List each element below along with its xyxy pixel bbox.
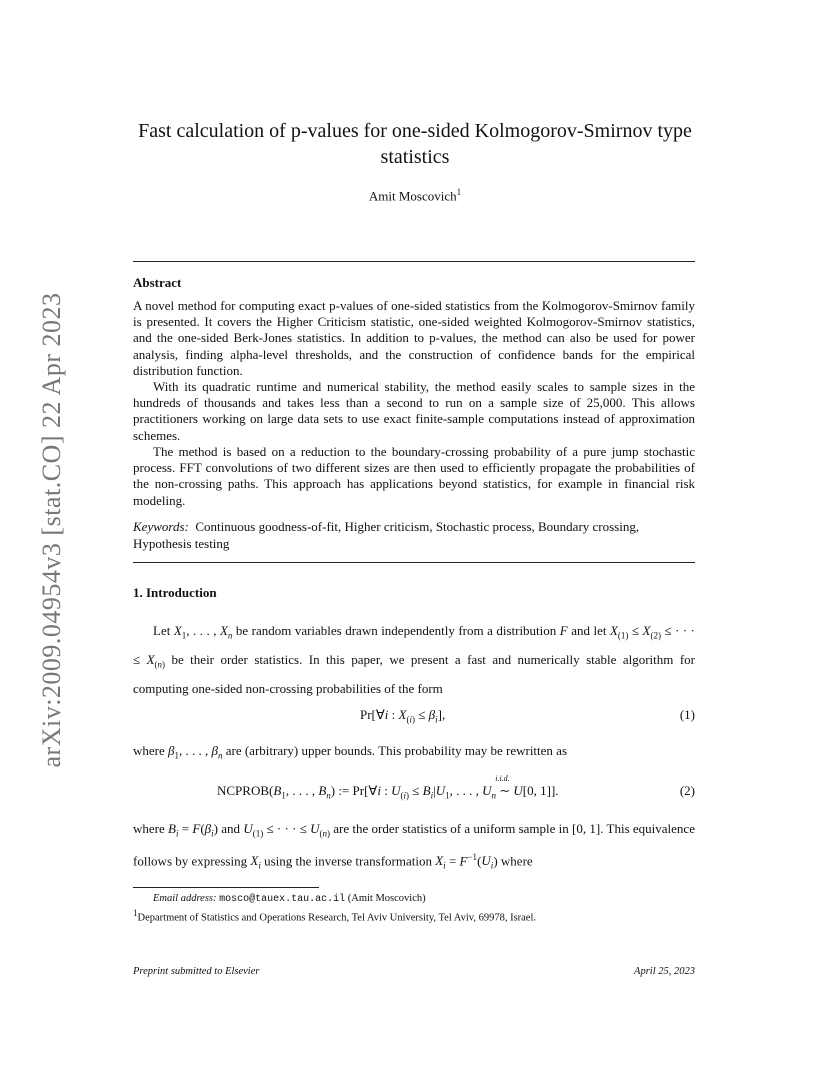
author-name: Amit Moscovich [368, 188, 457, 204]
abstract-heading: Abstract [133, 275, 182, 290]
keywords-text: Continuous goodness-of-fit, Higher criticism, Stochastic process, Boundary crossing, Hypothesis testing [133, 519, 640, 551]
affiliation-text: Department of Statistics and Operations Research, Tel Aviv University, Tel Aviv, 69978, Israel. [137, 912, 537, 924]
abstract-paragraph-1: A novel method for computing exact p-values of one-sided statistics from the Kolmogorov-Smirnov family is presented. It covers the Higher Criticism statistic, one-sided weighted Kolmogorov-Smirnov statistics, and the one-sided Berk-Jones statistics. In addition to p-values, the method can also be used for power analysis, finding alpha-level thresholds, and the construction of confidence bands for the empirical distribution function. [133, 298, 695, 378]
section-heading-introduction: 1. Introduction [133, 585, 217, 600]
intro-paragraph-2: where $\beta_1$, . . . , $\beta_n$ are (arbitrary) upper bounds. This probability may be rewritten as [133, 743, 567, 761]
equation-2-number: (2) [679, 783, 695, 798]
email-link[interactable]: mosco@tauex.tau.ac.il [219, 894, 346, 905]
intro-paragraph-3: where $B_i = F(\beta_i)$ and $U_{(1)}$ ≤ · · · ≤ $U_{(n)}$ are the order statistics of a uniform sample in [0, 1]. This equivalence follows by expressing $X_i$ using the inverse transformation $X_i = F^{-1}(U_i)$ where [133, 821, 695, 872]
footer-date: April 25, 2023 [634, 966, 695, 977]
footnote-affiliation [133, 906, 695, 926]
abstract-paragraph-3: The method is based on a reduction to the boundary-crossing probability of a pure jump stochastic process. FFT convolutions of two different sizes are then used to efficiently propagate the probabilities of the non-crossing paths. This approach has applications beyond statistics, for example in financial risk modeling. [133, 444, 695, 508]
abstract-bottom-rule [133, 562, 695, 563]
keywords-label: Keywords: [133, 519, 189, 534]
title-line-2: statistics [380, 146, 450, 168]
paper-title [120, 118, 710, 170]
footer-preprint-note: Preprint submitted to Elsevier [133, 966, 260, 977]
footnote-rule [133, 887, 319, 888]
intro-paragraph-1: Let $X_1$, . . . , $X_n$ be random variables drawn independently from a distribution F and let $X_{(1)} \le X_{(2)}$ ≤ · · · ≤ $X_{(n)}$ be their order statistics. In this paper, we present a fast and numerically stable algorithm for computing one-sided non-crossing probabilities of the form [133, 623, 696, 697]
abstract-top-rule [133, 261, 695, 262]
abstract-paragraph-2: With its quadratic runtime and numerical stability, the method easily scales to sample sizes in the hundreds of thousands and takes less than a second to run on a sample size of 25,000. This allows practitioners working on large data sets to use exact finite-sample computations instead of approximation schemes. [133, 379, 695, 443]
title-line-1: Fast calculation of p-values for one-sided Kolmogorov-Smirnov type [138, 120, 692, 142]
footnote-email [133, 892, 715, 907]
author-footnote-mark: 1 [456, 187, 462, 197]
affiliation-mark: 1 [133, 908, 138, 918]
equation-2-body: $NCPROB(B_1$, . . . , $B_n$) := Pr[∀i : $U_{(i)} \le B_i|U_1$, . . . , $U_n$ i.i.d. ∼ U[0, 1]]. [217, 774, 559, 801]
keywords [133, 518, 695, 552]
email-label: Email address: [153, 893, 217, 904]
equation-1-number: (1) [679, 707, 695, 722]
arxiv-identifier: arXiv:2009.04954v3 [stat.CO] 22 Apr 2023 [37, 292, 66, 768]
author-line [120, 187, 710, 204]
email-owner: (Amit Moscovich) [347, 893, 426, 904]
equation-1-body: Pr[∀i : $X_{(i)} \le \beta_i$], [360, 707, 446, 725]
